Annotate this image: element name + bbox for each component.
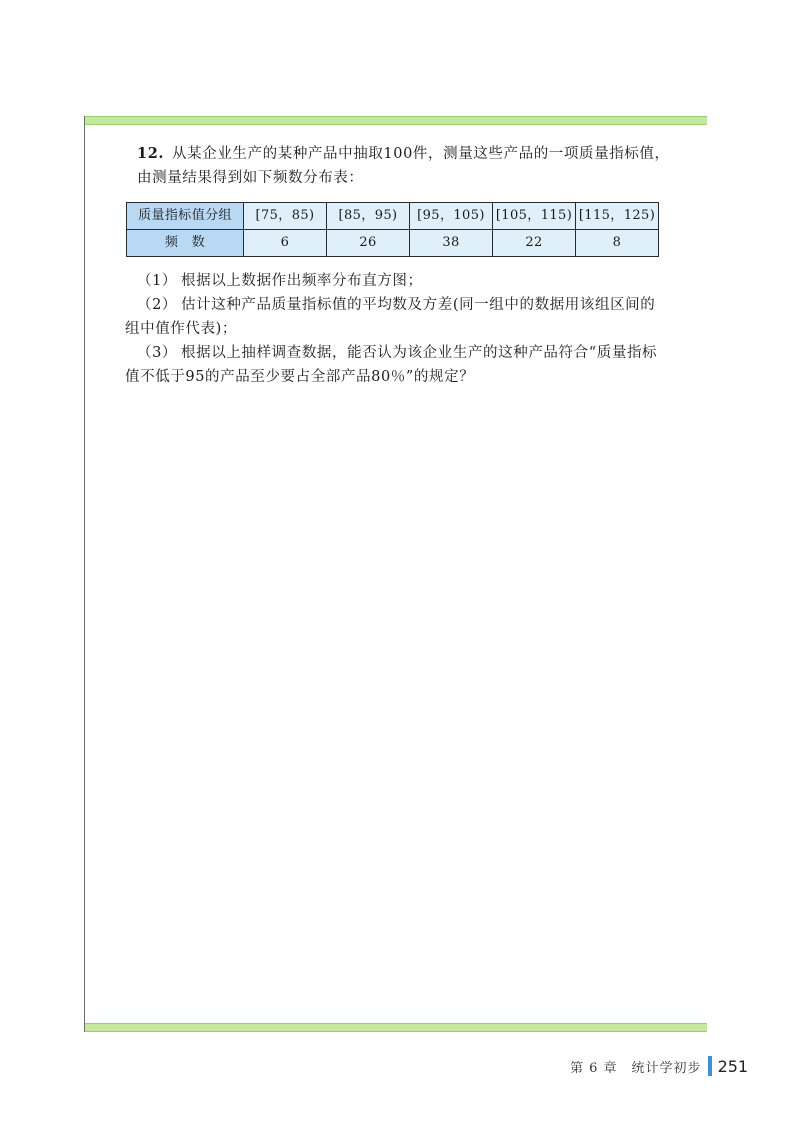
table-header-group: 质量指标值分组 [127,203,244,230]
problem-12 [125,142,693,389]
question-2-text-line1: 估计这种产品质量指标值的平均数及方差(同一组中的数据用该组区间的 [181,297,656,313]
footer-section: 统计学初步 [631,1060,702,1076]
table-cell-group-4: [105，115) [493,203,576,230]
table-header-count: 频 数 [127,230,244,257]
problem-intro-line2: 由测量结果得到如下频数分布表： [137,170,364,186]
question-3 [125,341,693,389]
table-cell-group-3: [95，105) [410,203,493,230]
table-cell-group-1: [75，85) [244,203,327,230]
question-1 [137,269,693,293]
top-green-band [85,116,707,125]
table-row-counts [127,230,659,257]
question-2 [125,293,693,341]
bottom-green-band [85,1023,707,1032]
footer-chapter: 第 6 章 [570,1060,618,1076]
problem-intro [137,142,693,166]
question-1-label: （1） [137,273,178,289]
frequency-table [126,202,659,257]
question-2-text-line2: 组中值作代表)； [125,321,237,337]
table-cell-group-2: [85，95) [327,203,410,230]
table-cell-count-3: 38 [410,230,493,257]
problem-intro-line1: 从某企业生产的某种产品中抽取100件，测量这些产品的一项质量指标值， [172,146,670,162]
table-cell-group-5: [115，125) [576,203,659,230]
question-3-text-line1: 根据以上抽样调查数据，能否认为该企业生产的这种产品符合“质量指标 [181,345,658,361]
table-cell-count-2: 26 [327,230,410,257]
question-2-label: （2） [137,297,178,313]
page-frame [84,116,706,1032]
question-1-text: 根据以上数据作出频率分布直方图； [181,273,423,289]
table-cell-count-1: 6 [244,230,327,257]
problem-number: 12. [137,145,165,162]
question-3-text-line2: 值不低于95的产品至少要占全部产品80％”的规定？ [125,369,475,385]
question-3-label: （3） [137,345,178,361]
footer-divider-bar [708,1056,712,1076]
page-number: 251 [717,1056,749,1076]
table-cell-count-5: 8 [576,230,659,257]
page-footer [570,1055,748,1077]
table-row-groups [127,203,659,230]
table-cell-count-4: 22 [493,230,576,257]
